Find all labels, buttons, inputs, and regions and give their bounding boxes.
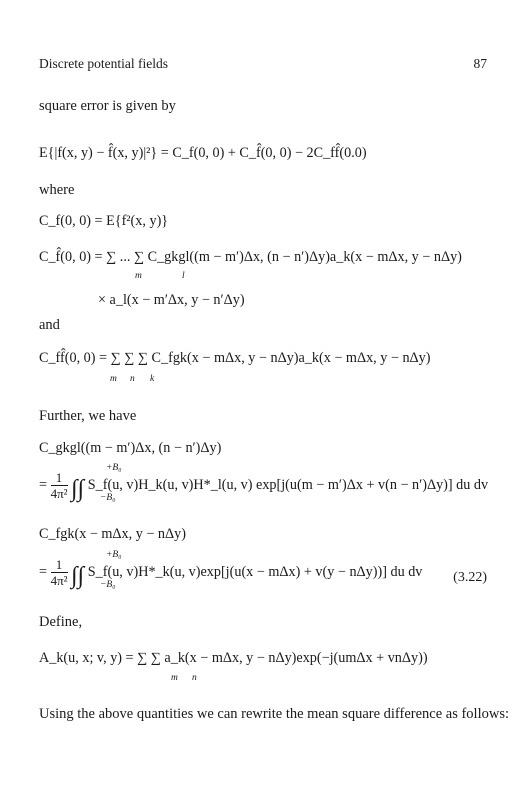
equation-cf: C_f(0, 0) = E{f²(x, y)} xyxy=(39,213,169,229)
closing-text: Using the above quantities we can rewrite the mean square difference as follows: xyxy=(39,706,510,722)
int-lower-limit-2: −B₀ xyxy=(100,580,116,590)
int-upper-limit: +B₀ xyxy=(106,463,122,473)
equation-cgkgl-lhs: C_gkgl((m − m′)Δx, (n − n′)Δy) xyxy=(39,440,222,456)
sum-index-m: m xyxy=(135,271,142,281)
sum-index-n: n xyxy=(130,374,135,384)
define-text: Define, xyxy=(39,614,83,630)
page-number: 87 xyxy=(473,56,487,71)
equation-cfhat-line1: C_f̂(0, 0) = ∑ ... ∑ C_gkgl((m − m′)Δx, (n − n′)Δy)a_k(x − mΔx, y − nΔy) xyxy=(39,249,462,265)
intro-text: square error is given by xyxy=(39,98,176,114)
equation-cfhat-line2: × a_l(x − m′Δx, y − n′Δy) xyxy=(98,292,245,308)
fraction: $\frac{1}{\text{4π²}}$ xyxy=(50,470,68,501)
running-title: Discrete potential fields xyxy=(39,56,168,71)
sum-index-n2: n xyxy=(192,673,197,683)
equation-mse: E{|f(x, y) − f̂(x, y)|²} = C_f(0, 0) + C_f̂(0, 0) − 2C_ff̂(0.0) xyxy=(39,145,367,161)
fraction-2: $\frac{1}{\text{4π²}}$ xyxy=(50,557,68,588)
int-lower-limit: −B₀ xyxy=(100,493,116,503)
sum-index-k: k xyxy=(150,374,155,384)
int-upper-limit-2: +B₀ xyxy=(106,550,122,560)
sum-index-m3: m xyxy=(171,673,178,683)
equation-number: (3.22) xyxy=(453,570,487,585)
further-text: Further, we have xyxy=(39,408,137,424)
equation-cfgk-lhs: C_fgk(x − mΔx, y − nΔy) xyxy=(39,526,186,542)
sum-index-l: l xyxy=(182,271,185,281)
where-text: where xyxy=(39,182,75,198)
equation-cffhat: C_ff̂(0, 0) = ∑ ∑ ∑ C_fgk(x − mΔx, y − nΔy)a_k(x − mΔx, y − nΔy) xyxy=(39,350,431,366)
and-text: and xyxy=(39,317,60,333)
equation-cgkgl-rhs-row: = $\frac{1}{\text{4π²}}$ ∫∫ S_f(u, v)H_k(u, v)H*_l(u, v) exp[j(u(m − m′)Δx + v(n − n′)Δy)] du dv xyxy=(39,470,489,502)
equation-cfgk-rhs-row: = $\frac{1}{\text{4π²}}$ ∫∫ S_f(u, v)H*_k(u, v)exp[j(u(x − mΔx) + v(y − nΔy))] du dv xyxy=(39,557,423,589)
sum-index-m2: m xyxy=(110,374,117,384)
equation-ak: A_k(u, x; v, y) = ∑ ∑ a_k(x − mΔx, y − nΔy)exp(−j(umΔx + vnΔy)) xyxy=(39,650,428,666)
